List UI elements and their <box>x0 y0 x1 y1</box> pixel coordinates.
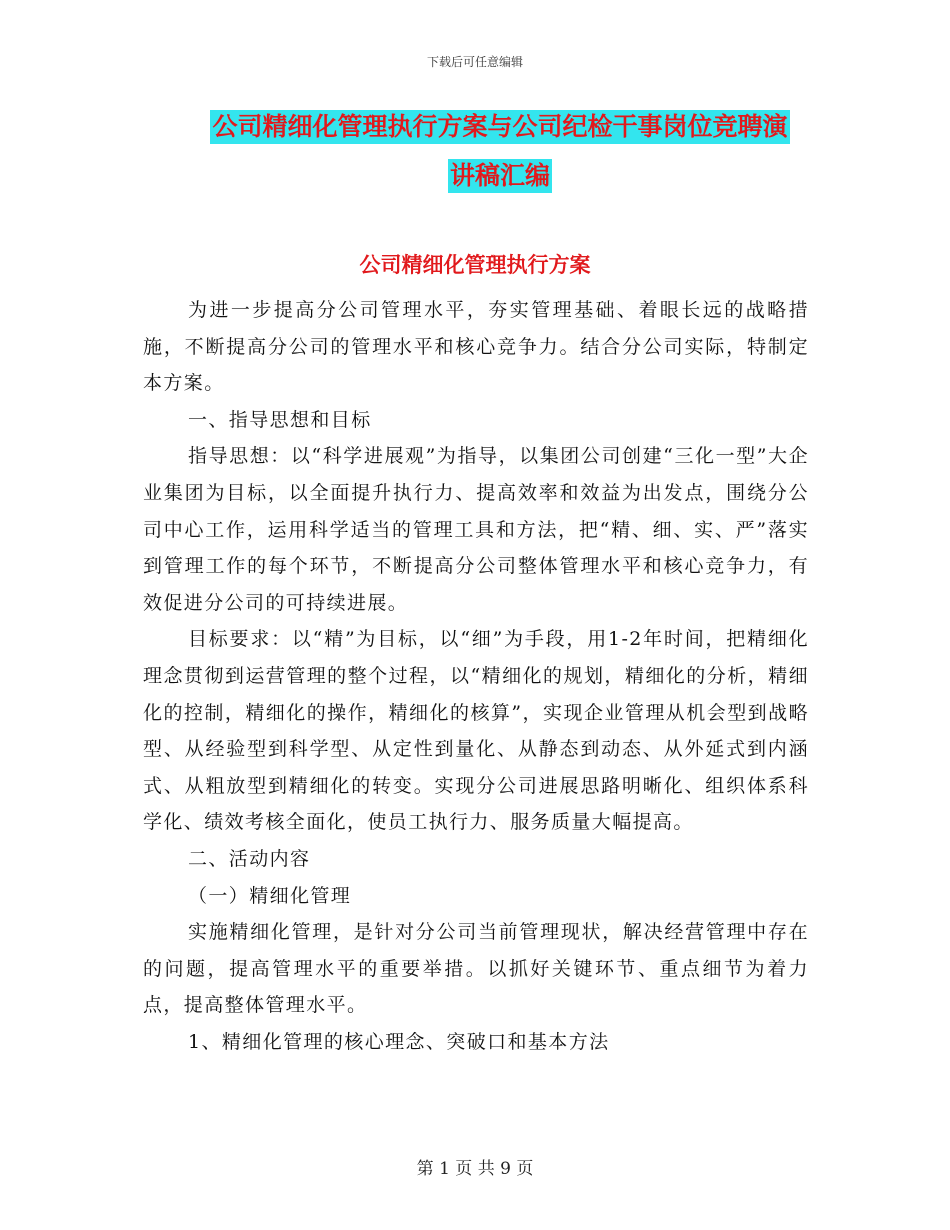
heading-activities: 二、活动内容 <box>188 847 311 870</box>
title-line-1: 公司精细化管理执行方案与公司纪检干事岗位竞聘演 <box>210 110 789 144</box>
title-line-2: 讲稿汇编 <box>448 159 552 193</box>
document-title <box>190 110 810 193</box>
heading-guiding-ideas: 一、指导思想和目标 <box>188 408 372 431</box>
body-text <box>143 292 809 1060</box>
heading-item: 1、精细化管理的核心理念、突破口和基本方法 <box>188 1030 610 1053</box>
paragraph: 为进一步提高分公司管理水平，夯实管理基础、着眼长远的战略措施，不断提高分公司的管理水平和核心竞争力。结合分公司实际，特制定本方案。 <box>143 299 809 395</box>
paragraph: 实施精细化管理，是针对分公司当前管理现状，解决经营管理中存在的问题，提高管理水平的重要举措。以抓好关键环节、重点细节为着力点，提高整体管理水平。 <box>143 921 809 1017</box>
paragraph: 目标要求：以“精”为目标，以“细”为手段，用1-2年时间，把精细化理念贯彻到运营管理的整个过程，以“精细化的规划，精细化的分析，精细化的控制，精细化的操作，精细化的核算”，实现企业管理从机会型到战略型、从经验型到科学型、从定性到量化、从静态到动态、从外延式到内涵式、从粗放型到精细化的转变。实现分公司进展思路明晰化、组织体系科学化、绩效考核全面化，使员工执行力、服务质量大幅提高。 <box>143 628 809 834</box>
page-header: 下载后可任意编辑 <box>426 55 523 69</box>
section-title: 公司精细化管理执行方案 <box>359 253 591 277</box>
heading-subsection: （一）精细化管理 <box>188 884 352 907</box>
paragraph: 指导思想：以“科学进展观”为指导，以集团公司创建“三化一型”大企业集团为目标，以全面提升执行力、提高效率和效益为出发点，围绕分公司中心工作，运用科学适当的管理工具和方法，把“精、细、实、严”落实到管理工作的每个环节，不断提高分公司整体管理水平和核心竞争力，有效促进分公司的可持续进展。 <box>143 445 809 614</box>
page-footer: 第 1 页 共 9 页 <box>416 1159 534 1179</box>
